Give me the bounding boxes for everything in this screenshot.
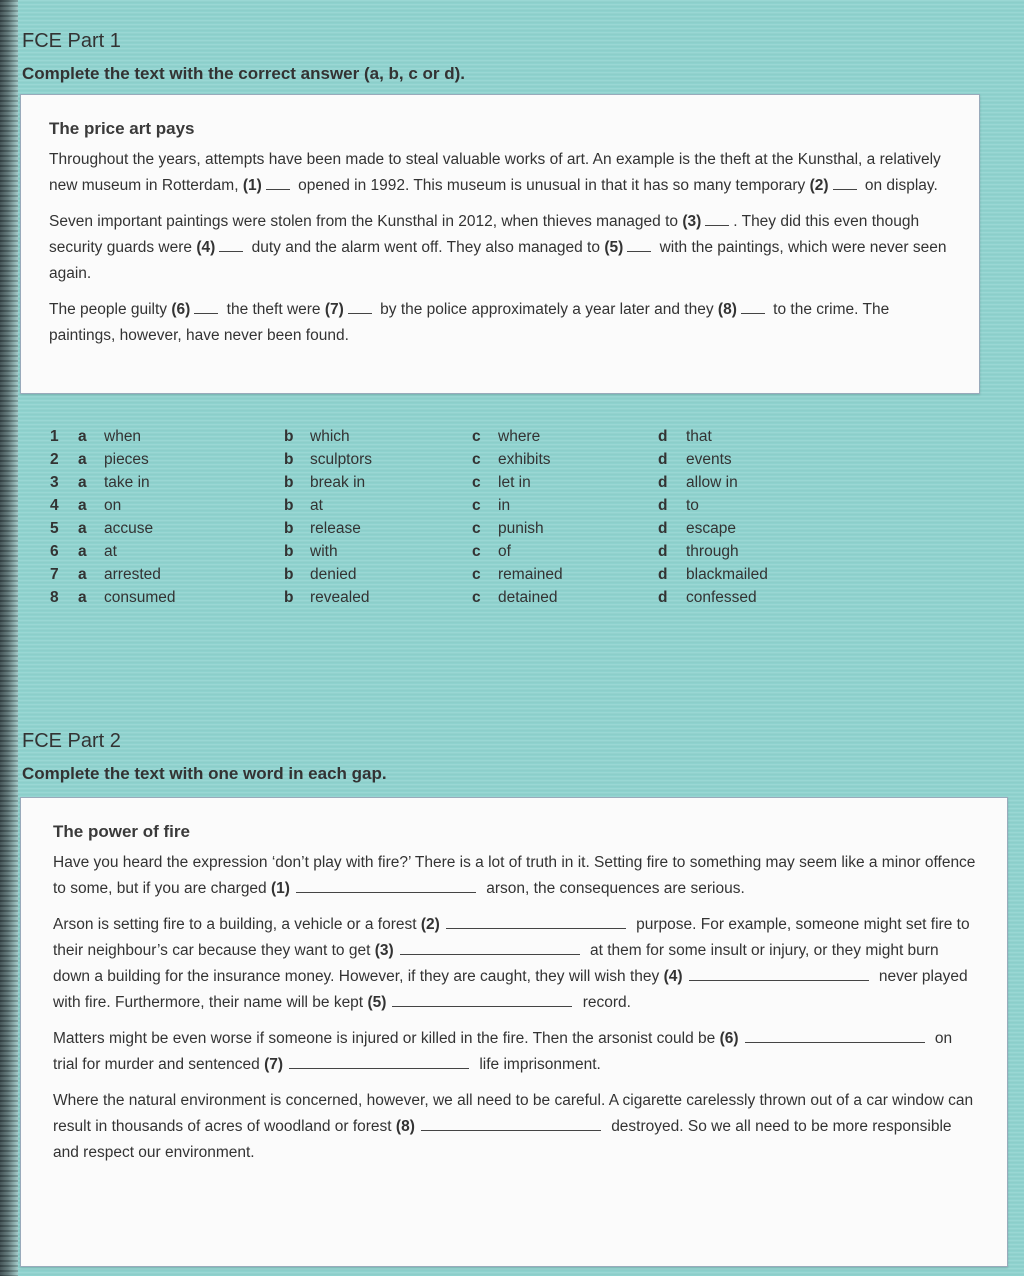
gap-label: (1)	[242, 177, 262, 194]
part1-heading: FCE Part 1	[22, 30, 121, 52]
part2-instruction: Complete the text with one word in each gap.	[22, 764, 387, 783]
option-letter-c: c	[472, 497, 481, 514]
option-b[interactable]: break in	[310, 474, 366, 491]
gap-blank	[194, 301, 218, 314]
option-row	[50, 520, 810, 543]
option-d[interactable]: allow in	[686, 474, 738, 491]
option-row	[50, 566, 810, 589]
part2-paragraph-4: Where the natural environment is concerned, however, we all need to be careful. A cigarette carelessly thrown out of a car window can result in thousands of acres of woodland or forest (8) destroyed. So we all need to be more responsible and respect our environment.	[53, 1092, 974, 1161]
option-letter-c: c	[472, 474, 481, 491]
gap-label: (2)	[809, 177, 829, 194]
part2-heading: FCE Part 2	[22, 730, 121, 752]
option-a[interactable]: pieces	[104, 451, 149, 468]
option-letter-d: d	[658, 566, 668, 583]
option-b[interactable]: sculptors	[310, 451, 373, 468]
option-letter-b: b	[284, 520, 294, 537]
question-number: 7	[50, 566, 59, 583]
option-c[interactable]: where	[498, 428, 541, 445]
option-letter-a: a	[78, 566, 87, 583]
gap-answer-field[interactable]	[446, 914, 626, 929]
gap-blank	[219, 239, 243, 252]
option-d[interactable]: confessed	[686, 589, 757, 606]
option-b[interactable]: which	[310, 428, 350, 445]
gap-label: (4)	[663, 968, 683, 985]
option-d[interactable]: through	[686, 543, 739, 560]
option-a[interactable]: on	[104, 497, 122, 514]
option-letter-b: b	[284, 566, 294, 583]
option-c[interactable]: in	[498, 497, 511, 514]
gap-label: (6)	[171, 301, 191, 318]
option-a[interactable]: consumed	[104, 589, 176, 606]
option-b[interactable]: revealed	[310, 589, 370, 606]
gap-blank	[833, 177, 857, 190]
gap-answer-field[interactable]	[296, 878, 476, 893]
option-d[interactable]: events	[686, 451, 732, 468]
option-letter-a: a	[78, 589, 87, 606]
option-letter-b: b	[284, 428, 294, 445]
gap-label: (3)	[682, 213, 702, 230]
gap-label: (6)	[719, 1030, 739, 1047]
gap-label: (3)	[374, 942, 394, 959]
gap-blank	[348, 301, 372, 314]
option-c[interactable]: detained	[498, 589, 558, 606]
gap-label: (2)	[420, 916, 440, 933]
option-a[interactable]: take in	[104, 474, 150, 491]
option-c[interactable]: punish	[498, 520, 544, 537]
part1-instruction: Complete the text with the correct answer (a, b, c or d).	[22, 64, 466, 83]
question-number: 8	[50, 589, 59, 606]
option-letter-a: a	[78, 474, 87, 491]
gap-label: (8)	[395, 1118, 415, 1135]
gap-answer-field[interactable]	[400, 940, 580, 955]
option-letter-c: c	[472, 428, 481, 445]
option-c[interactable]: exhibits	[498, 451, 551, 468]
gap-blank	[741, 301, 765, 314]
part1-title: The price art pays	[49, 119, 195, 138]
option-row	[50, 474, 810, 497]
option-b[interactable]: denied	[310, 566, 357, 583]
option-letter-b: b	[284, 474, 294, 491]
gap-label: (8)	[717, 301, 737, 318]
option-letter-a: a	[78, 497, 87, 514]
option-letter-d: d	[658, 497, 668, 514]
gap-answer-field[interactable]	[421, 1116, 601, 1131]
question-number: 1	[50, 428, 59, 445]
gap-label: (4)	[196, 239, 216, 256]
part2-paragraph-3: Matters might be even worse if someone is injured or killed in the fire. Then the arsonist could be (6) on trial for murder and sentenced (7) life imprisonment.	[53, 1030, 953, 1073]
question-number: 3	[50, 474, 59, 491]
option-c[interactable]: let in	[498, 474, 531, 491]
part2-text-box	[20, 797, 1008, 1267]
part2-title: The power of fire	[53, 822, 190, 841]
option-letter-a: a	[78, 520, 87, 537]
answer-options-table	[50, 428, 810, 612]
gap-answer-field[interactable]	[689, 966, 869, 981]
part1-paragraph-2: Seven important paintings were stolen from the Kunsthal in 2012, when thieves managed to (3) . They did this even though security guards were (4) duty and the alarm went off. They also managed to (5) with the paintings, which were never seen again.	[49, 213, 947, 282]
gap-answer-field[interactable]	[745, 1028, 925, 1043]
gap-blank	[705, 213, 729, 226]
option-b[interactable]: with	[310, 543, 338, 560]
question-number: 6	[50, 543, 59, 560]
gap-label: (7)	[324, 301, 344, 318]
part1-paragraph-1: Throughout the years, attempts have been made to steal valuable works of art. An example is the theft at the Kunsthal, a relatively new museum in Rotterdam, (1) opened in 1992. This museum is unusual in that it has so many temporary (2) on display.	[49, 151, 941, 194]
option-a[interactable]: at	[104, 543, 117, 560]
gap-label: (1)	[271, 880, 290, 897]
option-row	[50, 428, 810, 451]
part2-paragraph-2: Arson is setting fire to a building, a vehicle or a forest (2) purpose. For example, someone might set fire to their neighbour’s car because they want to get (3) at them for some insult or injury, or they might burn down a building for the insurance money. However, if they are caught, they will wish they (4) never played with fire. Furthermore, their name will be kept (5) record.	[53, 916, 970, 1011]
option-a[interactable]: arrested	[104, 566, 161, 583]
option-letter-a: a	[78, 428, 87, 445]
option-letter-d: d	[658, 589, 668, 606]
option-d[interactable]: that	[686, 428, 712, 445]
option-letter-c: c	[472, 543, 481, 560]
option-row	[50, 589, 810, 612]
option-a[interactable]: accuse	[104, 520, 154, 537]
option-c[interactable]: of	[498, 543, 511, 560]
gap-answer-field[interactable]	[289, 1054, 469, 1069]
option-letter-b: b	[284, 543, 294, 560]
option-b[interactable]: release	[310, 520, 361, 537]
option-letter-d: d	[658, 451, 668, 468]
option-d[interactable]: escape	[686, 520, 736, 537]
option-letter-b: b	[284, 497, 294, 514]
option-letter-d: d	[658, 520, 668, 537]
option-d[interactable]: to	[686, 497, 699, 514]
option-letter-b: b	[284, 589, 294, 606]
part1-paragraph-3: The people guilty (6) the theft were (7) by the police approximately a year later and they (8) to the crime. The paintings, however, have never been found.	[49, 301, 890, 344]
gap-label: (5)	[367, 994, 387, 1011]
option-letter-d: d	[658, 543, 668, 560]
question-number: 2	[50, 451, 59, 468]
book-spine-shadow	[0, 0, 18, 1276]
option-row	[50, 497, 810, 520]
option-b[interactable]: at	[310, 497, 323, 514]
option-letter-c: c	[472, 566, 481, 583]
option-letter-a: a	[78, 451, 87, 468]
option-letter-d: d	[658, 474, 668, 491]
gap-label: (5)	[604, 239, 624, 256]
part1-text-box	[20, 94, 980, 394]
gap-blank	[627, 239, 651, 252]
question-number: 4	[50, 497, 59, 514]
option-letter-c: c	[472, 451, 481, 468]
option-c[interactable]: remained	[498, 566, 563, 583]
gap-label: (7)	[264, 1056, 284, 1073]
option-row	[50, 451, 810, 474]
gap-answer-field[interactable]	[392, 992, 572, 1007]
option-d[interactable]: blackmailed	[686, 566, 768, 583]
option-a[interactable]: when	[104, 428, 142, 445]
option-letter-c: c	[472, 520, 481, 537]
option-letter-c: c	[472, 589, 481, 606]
gap-blank	[266, 177, 290, 190]
option-letter-b: b	[284, 451, 294, 468]
option-letter-d: d	[658, 428, 668, 445]
question-number: 5	[50, 520, 59, 537]
option-row	[50, 543, 810, 566]
part2-paragraph-1: Have you heard the expression ‘don’t play with fire?’ There is a lot of truth in it. Setting fire to something may seem like a minor offence to some, but if you are charged (1) arson, the consequences are serious.	[53, 854, 976, 897]
option-letter-a: a	[78, 543, 87, 560]
